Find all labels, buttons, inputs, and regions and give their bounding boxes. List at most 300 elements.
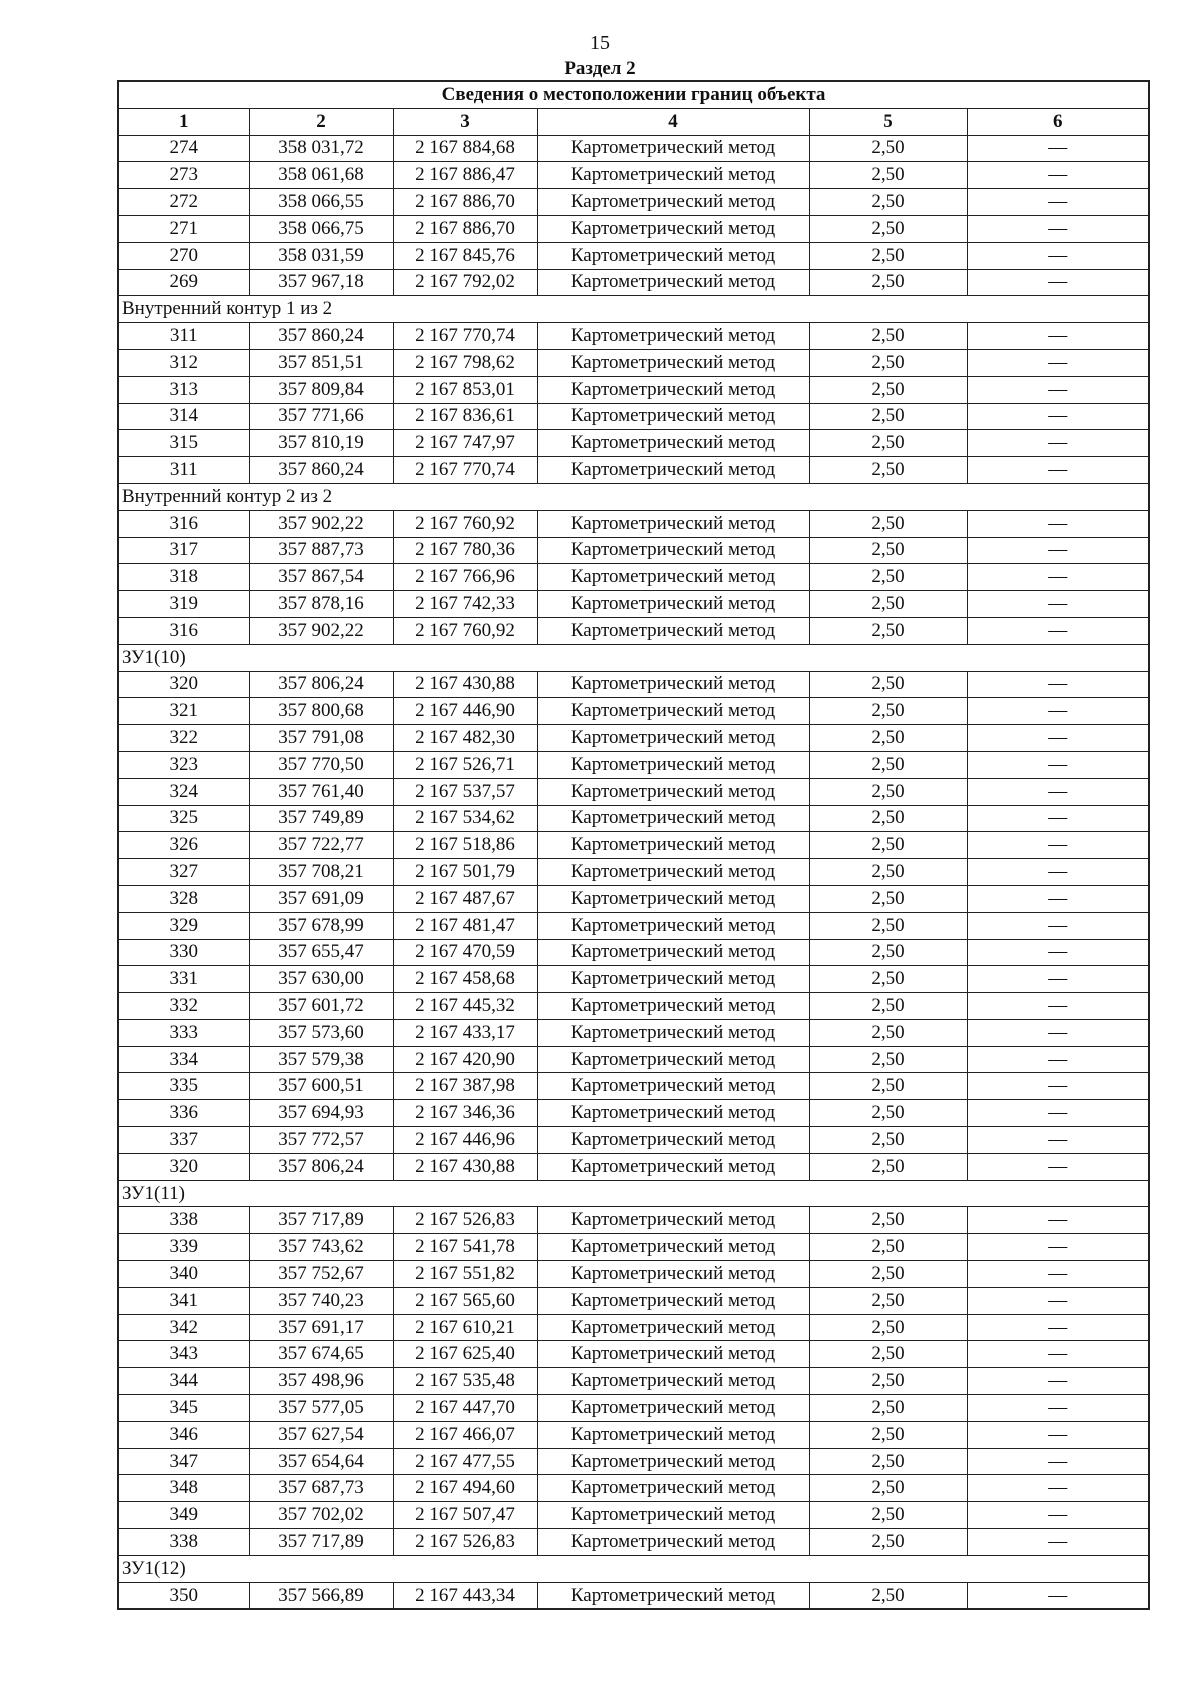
y-coordinate-cell: 2 167 443,34	[393, 1582, 537, 1609]
point-number-cell: 319	[118, 591, 249, 618]
description-cell: —	[967, 510, 1149, 537]
point-number-cell: 270	[118, 242, 249, 269]
description-cell: —	[967, 1046, 1149, 1073]
accuracy-cell: 2,50	[809, 912, 967, 939]
table-row	[118, 189, 1149, 216]
y-coordinate-cell: 2 167 501,79	[393, 859, 537, 886]
table-row	[118, 537, 1149, 564]
table-row	[118, 1073, 1149, 1100]
table-row	[118, 1100, 1149, 1127]
y-coordinate-cell: 2 167 742,33	[393, 591, 537, 618]
table-row	[118, 242, 1149, 269]
x-coordinate-cell: 357 770,50	[249, 751, 393, 778]
description-cell: —	[967, 1287, 1149, 1314]
table-row	[118, 349, 1149, 376]
x-coordinate-cell: 357 902,22	[249, 510, 393, 537]
description-cell: —	[967, 993, 1149, 1020]
method-cell: Картометрический метод	[537, 564, 809, 591]
table-row	[118, 1019, 1149, 1046]
x-coordinate-cell: 357 722,77	[249, 832, 393, 859]
point-number-cell: 331	[118, 966, 249, 993]
accuracy-cell: 2,50	[809, 832, 967, 859]
x-coordinate-cell: 357 654,64	[249, 1448, 393, 1475]
x-coordinate-cell: 357 806,24	[249, 671, 393, 698]
point-number-cell: 328	[118, 885, 249, 912]
x-coordinate-cell: 358 031,59	[249, 242, 393, 269]
description-cell: —	[967, 912, 1149, 939]
x-coordinate-cell: 357 630,00	[249, 966, 393, 993]
x-coordinate-cell: 357 601,72	[249, 993, 393, 1020]
y-coordinate-cell: 2 167 541,78	[393, 1234, 537, 1261]
point-number-cell: 316	[118, 510, 249, 537]
table-row	[118, 939, 1149, 966]
accuracy-cell: 2,50	[809, 349, 967, 376]
point-number-cell: 314	[118, 403, 249, 430]
x-coordinate-cell: 357 851,51	[249, 349, 393, 376]
method-cell: Картометрический метод	[537, 1421, 809, 1448]
x-coordinate-cell: 358 066,75	[249, 215, 393, 242]
description-cell: —	[967, 751, 1149, 778]
y-coordinate-cell: 2 167 526,71	[393, 751, 537, 778]
description-cell: —	[967, 1341, 1149, 1368]
x-coordinate-cell: 357 498,96	[249, 1368, 393, 1395]
x-coordinate-cell: 357 708,21	[249, 859, 393, 886]
y-coordinate-cell: 2 167 420,90	[393, 1046, 537, 1073]
point-number-cell: 313	[118, 376, 249, 403]
y-coordinate-cell: 2 167 446,96	[393, 1127, 537, 1154]
accuracy-cell: 2,50	[809, 885, 967, 912]
x-coordinate-cell: 357 967,18	[249, 269, 393, 296]
boundary-coordinates-table	[117, 80, 1150, 1610]
x-coordinate-cell: 357 674,65	[249, 1341, 393, 1368]
method-cell: Картометрический метод	[537, 1073, 809, 1100]
method-cell: Картометрический метод	[537, 1127, 809, 1154]
method-cell: Картометрический метод	[537, 135, 809, 162]
table-row	[118, 805, 1149, 832]
accuracy-cell: 2,50	[809, 403, 967, 430]
y-coordinate-cell: 2 167 551,82	[393, 1261, 537, 1288]
accuracy-cell: 2,50	[809, 778, 967, 805]
column-header: 3	[393, 108, 537, 135]
accuracy-cell: 2,50	[809, 189, 967, 216]
description-cell: —	[967, 591, 1149, 618]
y-coordinate-cell: 2 167 507,47	[393, 1502, 537, 1529]
x-coordinate-cell: 357 627,54	[249, 1421, 393, 1448]
table-row	[118, 725, 1149, 752]
method-cell: Картометрический метод	[537, 751, 809, 778]
y-coordinate-cell: 2 167 886,70	[393, 189, 537, 216]
accuracy-cell: 2,50	[809, 1287, 967, 1314]
x-coordinate-cell: 357 752,67	[249, 1261, 393, 1288]
method-cell: Картометрический метод	[537, 698, 809, 725]
method-cell: Картометрический метод	[537, 1529, 809, 1556]
table-caption-row	[118, 81, 1149, 108]
column-header: 4	[537, 108, 809, 135]
y-coordinate-cell: 2 167 430,88	[393, 671, 537, 698]
table-body	[118, 135, 1149, 1609]
description-cell: —	[967, 671, 1149, 698]
y-coordinate-cell: 2 167 537,57	[393, 778, 537, 805]
y-coordinate-cell: 2 167 387,98	[393, 1073, 537, 1100]
column-header: 6	[967, 108, 1149, 135]
accuracy-cell: 2,50	[809, 698, 967, 725]
point-number-cell: 332	[118, 993, 249, 1020]
y-coordinate-cell: 2 167 565,60	[393, 1287, 537, 1314]
point-number-cell: 339	[118, 1234, 249, 1261]
table-row	[118, 617, 1149, 644]
accuracy-cell: 2,50	[809, 162, 967, 189]
x-coordinate-cell: 357 573,60	[249, 1019, 393, 1046]
y-coordinate-cell: 2 167 766,96	[393, 564, 537, 591]
description-cell: —	[967, 617, 1149, 644]
x-coordinate-cell: 357 577,05	[249, 1395, 393, 1422]
y-coordinate-cell: 2 167 760,92	[393, 617, 537, 644]
point-number-cell: 322	[118, 725, 249, 752]
x-coordinate-cell: 357 902,22	[249, 617, 393, 644]
y-coordinate-cell: 2 167 433,17	[393, 1019, 537, 1046]
point-number-cell: 321	[118, 698, 249, 725]
x-coordinate-cell: 357 887,73	[249, 537, 393, 564]
accuracy-cell: 2,50	[809, 135, 967, 162]
x-coordinate-cell: 357 694,93	[249, 1100, 393, 1127]
description-cell: —	[967, 1127, 1149, 1154]
description-cell: —	[967, 885, 1149, 912]
y-coordinate-cell: 2 167 760,92	[393, 510, 537, 537]
table-row	[118, 376, 1149, 403]
table-row	[118, 1421, 1149, 1448]
x-coordinate-cell: 357 743,62	[249, 1234, 393, 1261]
x-coordinate-cell: 357 691,09	[249, 885, 393, 912]
accuracy-cell: 2,50	[809, 939, 967, 966]
y-coordinate-cell: 2 167 487,67	[393, 885, 537, 912]
method-cell: Картометрический метод	[537, 349, 809, 376]
x-coordinate-cell: 357 655,47	[249, 939, 393, 966]
column-header: 2	[249, 108, 393, 135]
contour-label: ЗУ1(10)	[118, 644, 1149, 671]
description-cell: —	[967, 215, 1149, 242]
method-cell: Картометрический метод	[537, 832, 809, 859]
method-cell: Картометрический метод	[537, 617, 809, 644]
accuracy-cell: 2,50	[809, 1073, 967, 1100]
accuracy-cell: 2,50	[809, 1341, 967, 1368]
accuracy-cell: 2,50	[809, 1153, 967, 1180]
accuracy-cell: 2,50	[809, 1421, 967, 1448]
column-header: 5	[809, 108, 967, 135]
y-coordinate-cell: 2 167 610,21	[393, 1314, 537, 1341]
x-coordinate-cell: 357 800,68	[249, 698, 393, 725]
y-coordinate-cell: 2 167 494,60	[393, 1475, 537, 1502]
point-number-cell: 320	[118, 671, 249, 698]
accuracy-cell: 2,50	[809, 376, 967, 403]
point-number-cell: 345	[118, 1395, 249, 1422]
accuracy-cell: 2,50	[809, 617, 967, 644]
x-coordinate-cell: 357 867,54	[249, 564, 393, 591]
x-coordinate-cell: 357 761,40	[249, 778, 393, 805]
point-number-cell: 311	[118, 323, 249, 350]
description-cell: —	[967, 135, 1149, 162]
table-row	[118, 1582, 1149, 1609]
accuracy-cell: 2,50	[809, 537, 967, 564]
point-number-cell: 334	[118, 1046, 249, 1073]
table-row	[118, 591, 1149, 618]
table-row	[118, 1261, 1149, 1288]
table-row	[118, 912, 1149, 939]
description-cell: —	[967, 564, 1149, 591]
y-coordinate-cell: 2 167 886,70	[393, 215, 537, 242]
point-number-cell: 342	[118, 1314, 249, 1341]
contour-row	[118, 483, 1149, 510]
method-cell: Картометрический метод	[537, 162, 809, 189]
method-cell: Картометрический метод	[537, 805, 809, 832]
accuracy-cell: 2,50	[809, 671, 967, 698]
accuracy-cell: 2,50	[809, 725, 967, 752]
method-cell: Картометрический метод	[537, 1261, 809, 1288]
description-cell: —	[967, 457, 1149, 484]
point-number-cell: 311	[118, 457, 249, 484]
x-coordinate-cell: 357 772,57	[249, 1127, 393, 1154]
y-coordinate-cell: 2 167 518,86	[393, 832, 537, 859]
accuracy-cell: 2,50	[809, 1207, 967, 1234]
y-coordinate-cell: 2 167 770,74	[393, 323, 537, 350]
description-cell: —	[967, 1314, 1149, 1341]
accuracy-cell: 2,50	[809, 1395, 967, 1422]
point-number-cell: 349	[118, 1502, 249, 1529]
x-coordinate-cell: 357 749,89	[249, 805, 393, 832]
method-cell: Картометрический метод	[537, 993, 809, 1020]
accuracy-cell: 2,50	[809, 751, 967, 778]
description-cell: —	[967, 323, 1149, 350]
column-number-row	[118, 108, 1149, 135]
table-row	[118, 510, 1149, 537]
x-coordinate-cell: 357 860,24	[249, 323, 393, 350]
table-row	[118, 778, 1149, 805]
contour-row	[118, 296, 1149, 323]
table-row	[118, 1314, 1149, 1341]
method-cell: Картометрический метод	[537, 215, 809, 242]
contour-label: ЗУ1(12)	[118, 1555, 1149, 1582]
description-cell: —	[967, 859, 1149, 886]
description-cell: —	[967, 1234, 1149, 1261]
point-number-cell: 325	[118, 805, 249, 832]
accuracy-cell: 2,50	[809, 859, 967, 886]
table-row	[118, 269, 1149, 296]
x-coordinate-cell: 357 691,17	[249, 1314, 393, 1341]
y-coordinate-cell: 2 167 477,55	[393, 1448, 537, 1475]
method-cell: Картометрический метод	[537, 1395, 809, 1422]
method-cell: Картометрический метод	[537, 1475, 809, 1502]
accuracy-cell: 2,50	[809, 1046, 967, 1073]
table-row	[118, 323, 1149, 350]
point-number-cell: 348	[118, 1475, 249, 1502]
description-cell: —	[967, 1207, 1149, 1234]
y-coordinate-cell: 2 167 447,70	[393, 1395, 537, 1422]
point-number-cell: 336	[118, 1100, 249, 1127]
accuracy-cell: 2,50	[809, 805, 967, 832]
method-cell: Картометрический метод	[537, 1019, 809, 1046]
accuracy-cell: 2,50	[809, 457, 967, 484]
accuracy-cell: 2,50	[809, 510, 967, 537]
x-coordinate-cell: 357 810,19	[249, 430, 393, 457]
description-cell: —	[967, 269, 1149, 296]
y-coordinate-cell: 2 167 466,07	[393, 1421, 537, 1448]
point-number-cell: 323	[118, 751, 249, 778]
y-coordinate-cell: 2 167 446,90	[393, 698, 537, 725]
point-number-cell: 273	[118, 162, 249, 189]
y-coordinate-cell: 2 167 458,68	[393, 966, 537, 993]
description-cell: —	[967, 1100, 1149, 1127]
table-row	[118, 215, 1149, 242]
y-coordinate-cell: 2 167 346,36	[393, 1100, 537, 1127]
method-cell: Картометрический метод	[537, 1100, 809, 1127]
accuracy-cell: 2,50	[809, 1475, 967, 1502]
accuracy-cell: 2,50	[809, 1234, 967, 1261]
table-row	[118, 1287, 1149, 1314]
y-coordinate-cell: 2 167 470,59	[393, 939, 537, 966]
method-cell: Картометрический метод	[537, 939, 809, 966]
table-row	[118, 1127, 1149, 1154]
accuracy-cell: 2,50	[809, 1448, 967, 1475]
description-cell: —	[967, 242, 1149, 269]
table-row	[118, 1153, 1149, 1180]
point-number-cell: 350	[118, 1582, 249, 1609]
table-row	[118, 993, 1149, 1020]
method-cell: Картометрический метод	[537, 1341, 809, 1368]
table-row	[118, 162, 1149, 189]
table-row	[118, 403, 1149, 430]
y-coordinate-cell: 2 167 798,62	[393, 349, 537, 376]
y-coordinate-cell: 2 167 625,40	[393, 1341, 537, 1368]
method-cell: Картометрический метод	[537, 885, 809, 912]
description-cell: —	[967, 376, 1149, 403]
x-coordinate-cell: 357 791,08	[249, 725, 393, 752]
accuracy-cell: 2,50	[809, 591, 967, 618]
point-number-cell: 333	[118, 1019, 249, 1046]
point-number-cell: 312	[118, 349, 249, 376]
point-number-cell: 318	[118, 564, 249, 591]
point-number-cell: 335	[118, 1073, 249, 1100]
contour-label: Внутренний контур 2 из 2	[118, 483, 1149, 510]
point-number-cell: 272	[118, 189, 249, 216]
table-row	[118, 1395, 1149, 1422]
description-cell: —	[967, 1153, 1149, 1180]
point-number-cell: 330	[118, 939, 249, 966]
description-cell: —	[967, 725, 1149, 752]
description-cell: —	[967, 805, 1149, 832]
x-coordinate-cell: 358 031,72	[249, 135, 393, 162]
accuracy-cell: 2,50	[809, 1100, 967, 1127]
description-cell: —	[967, 1582, 1149, 1609]
table-row	[118, 1207, 1149, 1234]
description-cell: —	[967, 1502, 1149, 1529]
point-number-cell: 271	[118, 215, 249, 242]
accuracy-cell: 2,50	[809, 1368, 967, 1395]
description-cell: —	[967, 939, 1149, 966]
x-coordinate-cell: 357 717,89	[249, 1207, 393, 1234]
point-number-cell: 337	[118, 1127, 249, 1154]
description-cell: —	[967, 1529, 1149, 1556]
point-number-cell: 269	[118, 269, 249, 296]
section-title: Раздел 2	[564, 58, 636, 79]
x-coordinate-cell: 357 878,16	[249, 591, 393, 618]
method-cell: Картометрический метод	[537, 671, 809, 698]
method-cell: Картометрический метод	[537, 966, 809, 993]
y-coordinate-cell: 2 167 770,74	[393, 457, 537, 484]
contour-label: Внутренний контур 1 из 2	[118, 296, 1149, 323]
description-cell: —	[967, 778, 1149, 805]
description-cell: —	[967, 698, 1149, 725]
point-number-cell: 326	[118, 832, 249, 859]
x-coordinate-cell: 357 717,89	[249, 1529, 393, 1556]
y-coordinate-cell: 2 167 526,83	[393, 1529, 537, 1556]
contour-label: ЗУ1(11)	[118, 1180, 1149, 1207]
contour-row	[118, 1180, 1149, 1207]
y-coordinate-cell: 2 167 526,83	[393, 1207, 537, 1234]
point-number-cell: 320	[118, 1153, 249, 1180]
accuracy-cell: 2,50	[809, 269, 967, 296]
point-number-cell: 343	[118, 1341, 249, 1368]
method-cell: Картометрический метод	[537, 591, 809, 618]
table-row	[118, 859, 1149, 886]
x-coordinate-cell: 357 860,24	[249, 457, 393, 484]
y-coordinate-cell: 2 167 535,48	[393, 1368, 537, 1395]
table-row	[118, 698, 1149, 725]
description-cell: —	[967, 1421, 1149, 1448]
description-cell: —	[967, 537, 1149, 564]
table-row	[118, 1502, 1149, 1529]
accuracy-cell: 2,50	[809, 1019, 967, 1046]
y-coordinate-cell: 2 167 534,62	[393, 805, 537, 832]
method-cell: Картометрический метод	[537, 510, 809, 537]
accuracy-cell: 2,50	[809, 1502, 967, 1529]
y-coordinate-cell: 2 167 884,68	[393, 135, 537, 162]
table-row	[118, 671, 1149, 698]
method-cell: Картометрический метод	[537, 1234, 809, 1261]
accuracy-cell: 2,50	[809, 1261, 967, 1288]
x-coordinate-cell: 358 066,55	[249, 189, 393, 216]
description-cell: —	[967, 189, 1149, 216]
method-cell: Картометрический метод	[537, 1582, 809, 1609]
description-cell: —	[967, 1475, 1149, 1502]
method-cell: Картометрический метод	[537, 1287, 809, 1314]
point-number-cell: 338	[118, 1207, 249, 1234]
x-coordinate-cell: 358 061,68	[249, 162, 393, 189]
accuracy-cell: 2,50	[809, 1127, 967, 1154]
method-cell: Картометрический метод	[537, 859, 809, 886]
accuracy-cell: 2,50	[809, 564, 967, 591]
method-cell: Картометрический метод	[537, 376, 809, 403]
y-coordinate-cell: 2 167 430,88	[393, 1153, 537, 1180]
table-row	[118, 1448, 1149, 1475]
method-cell: Картометрический метод	[537, 242, 809, 269]
y-coordinate-cell: 2 167 836,61	[393, 403, 537, 430]
accuracy-cell: 2,50	[809, 242, 967, 269]
accuracy-cell: 2,50	[809, 215, 967, 242]
table-row	[118, 457, 1149, 484]
description-cell: —	[967, 403, 1149, 430]
method-cell: Картометрический метод	[537, 912, 809, 939]
accuracy-cell: 2,50	[809, 1582, 967, 1609]
table-row	[118, 966, 1149, 993]
method-cell: Картометрический метод	[537, 725, 809, 752]
y-coordinate-cell: 2 167 780,36	[393, 537, 537, 564]
table-row	[118, 1529, 1149, 1556]
table-row	[118, 1046, 1149, 1073]
contour-row	[118, 1555, 1149, 1582]
table-row	[118, 751, 1149, 778]
accuracy-cell: 2,50	[809, 430, 967, 457]
table-row	[118, 1341, 1149, 1368]
point-number-cell: 324	[118, 778, 249, 805]
